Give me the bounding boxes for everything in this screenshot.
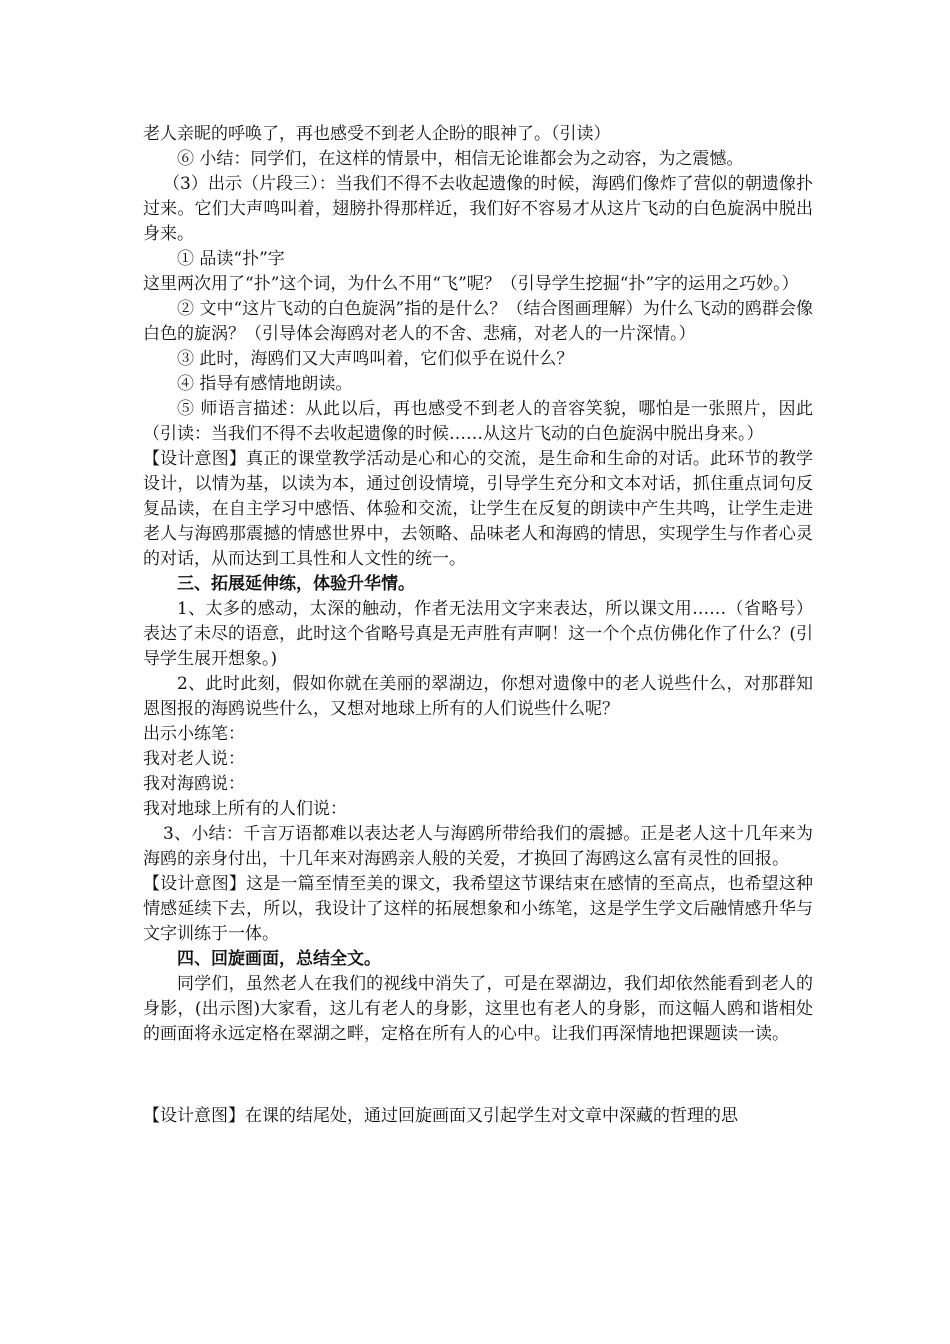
paragraph: 【设计意图】真正的课堂教学活动是心和心的交流，是生命和生命的对话。此环节的教学设计，以情为基，以读为本，通过创设情境，引导学生充分和文本对话，抓住重点词句反复品读，在自主学习中感悟、体验和交流，让学生在反复的朗读中产生共鸣，让学生走进老人与海鸥那震撼的情感世界中，去领略、品味老人和海鸥的情思，实现学生与作者心灵的对话，从而达到工具性和人文性的统一。	[143, 449, 813, 569]
paragraph: 这里两次用了“扑”这个词，为什么不用“飞”呢？（引导学生挖掘“扑”字的运用之巧妙。）	[143, 274, 799, 294]
paragraph: 【设计意图】这是一篇至情至美的课文，我希望这节课结束在感情的至高点，也希望这种情感延续下去，所以，我设计了这样的拓展想象和小练笔，这是学生学文后融情感升华与文字训练于一体。	[143, 874, 813, 944]
document-page	[143, 122, 813, 1129]
paragraph: 老人亲昵的呼唤了，再也感受不到老人企盼的眼神了。（引读）	[143, 124, 611, 144]
section-heading: 三、拓展延伸练，体验升华情。	[177, 574, 415, 594]
paragraph: 2、此时此刻，假如你就在美丽的翠湖边，你想对遗像中的老人说些什么，对那群知恩图报的海鸥说些什么，又想对地球上所有的人们说些什么呢？	[143, 674, 813, 719]
paragraph: ⑥ 小结：同学们，在这样的情景中，相信无论谁都会为之动容，为之震憾。	[177, 149, 744, 169]
paragraph: 出示小练笔：	[143, 724, 245, 744]
paragraph: 3、小结：千言万语都难以表达老人与海鸥所带给我们的震撼。正是老人这十几年来为海鸥的亲身付出，十几年来对海鸥亲人般的关爱，才换回了海鸥这么富有灵性的回报。	[143, 824, 813, 869]
paragraph: 我对老人说：	[143, 749, 245, 769]
paragraph: 我对地球上所有的人们说：	[143, 799, 347, 819]
section-heading: 四、回旋画面，总结全文。	[177, 949, 381, 969]
paragraph: ⑤ 师语言描述：从此以后，再也感受不到老人的音容笑貌，哪怕是一张照片，因此（引读：当我们不得不去收起遗像的时候……从这片飞动的白色旋涡中脱出身来。）	[143, 399, 813, 444]
paragraph: 同学们，虽然老人在我们的视线中消失了，可是在翠湖边，我们却依然能看到老人的身影，(出示图)大家看，这儿有老人的身影，这里也有老人的身影，而这幅人鸥和谐相处的画面将永远定格在翠湖之畔，定格在所有人的心中。让我们再深情地把课题读一读。	[143, 974, 813, 1044]
paragraph: （3）出示（片段三）：当我们不得不去收起遗像的时候，海鸥们像炸了营似的朝遗像扑过来。它们大声鸣叫着，翅膀扑得那样近，我们好不容易才从这片飞动的白色旋涡中脱出身来。	[143, 174, 813, 244]
paragraph: ① 品读“扑”字	[177, 249, 285, 269]
blank-line	[143, 1063, 813, 1088]
paragraph: ② 文中“这片飞动的白色旋涡”指的是什么？（结合图画理解）为什么飞动的鸥群会像白色的旋涡？（引导体会海鸥对老人的不舍、悲痛，对老人的一片深情。）	[143, 299, 813, 344]
paragraph: ③ 此时，海鸥们又大声鸣叫着，它们似乎在说什么？	[177, 349, 574, 369]
paragraph: 1、太多的感动，太深的触动，作者无法用文字来表达，所以课文用……（省略号）表达了未尽的语意，此时这个省略号真是无声胜有声啊！这一个个点仿佛化作了什么？(引导学生展开想象。)	[143, 599, 813, 669]
paragraph: 我对海鸥说：	[143, 774, 245, 794]
paragraph: 【设计意图】在课的结尾处，通过回旋画面又引起学生对文章中深藏的哲理的思	[143, 1106, 738, 1126]
paragraph: ④ 指导有感情地朗读。	[177, 374, 353, 394]
